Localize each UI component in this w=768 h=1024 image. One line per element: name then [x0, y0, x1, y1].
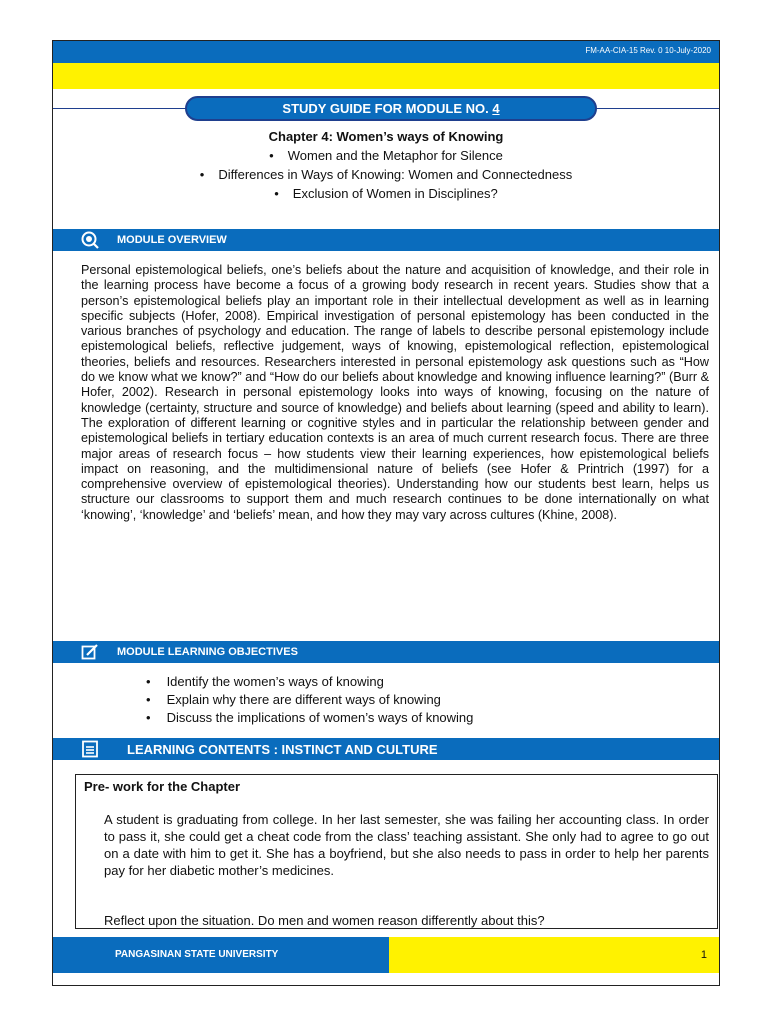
- footer-university-bar: [53, 937, 389, 973]
- section-label: MODULE LEARNING OBJECTIVES: [117, 646, 298, 658]
- prework-scenario: A student is graduating from college. In her last semester, she was failing her accounting class. In order to pass it, she could get a cheat code from the class’ teaching assistant. She only had to agree to go out on a date with him to get it. She has a boyfriend, but she also needs to pass in order to help her parents pay for her diabetic mother’s medicines.: [104, 812, 709, 878]
- magnifier-icon: [81, 231, 99, 249]
- chapter-title: Chapter 4: Women’s ways of Knowing: [268, 129, 504, 144]
- chapter-topic: • Differences in Ways of Knowing: Women and Connectedness: [53, 165, 719, 184]
- prework-title: Pre- work for the Chapter: [84, 779, 241, 794]
- chapter-topic: • Exclusion of Women in Disciplines?: [53, 184, 719, 203]
- section-learning-objectives: [53, 641, 719, 663]
- objectives-list: [146, 673, 473, 727]
- study-guide-title: [185, 96, 597, 121]
- header-stripe: [53, 63, 719, 89]
- section-learning-contents: [53, 738, 719, 760]
- header-bar: [53, 41, 719, 63]
- document-page: [52, 40, 720, 986]
- prework-reflection: Reflect upon the situation. Do men and women reason differently about this?: [104, 913, 545, 928]
- objective-item: • Explain why there are different ways of knowing: [146, 691, 473, 709]
- study-guide-prefix: STUDY GUIDE FOR MODULE NO.: [282, 101, 493, 116]
- section-label: MODULE OVERVIEW: [117, 234, 227, 246]
- section-module-overview: [53, 229, 719, 251]
- document-icon: [81, 740, 99, 758]
- edit-icon: [81, 643, 99, 661]
- university-name: PANGASINAN STATE UNIVERSITY: [115, 949, 279, 960]
- prework-box: [75, 774, 718, 929]
- objective-item: • Discuss the implications of women’s ways of knowing: [146, 709, 473, 727]
- page-number: 1: [700, 949, 707, 961]
- chapter-topic: • Women and the Metaphor for Silence: [53, 146, 719, 165]
- objective-item: • Identify the women’s ways of knowing: [146, 673, 473, 691]
- overview-paragraph: Personal epistemological beliefs, one’s beliefs about the nature and acquisition of knowledge, and their role in the learning process have become a focus of a growing body research in recent years. Studies show that a person’s epistemological beliefs play an important role in their intellectual development as well as in learning specific subjects (Hofer, 2008). Empirical investigation of personal epistemology has been conducted in the various branches of psychology and education. The range of labels to describe personal epistemology include epistemological beliefs, reflective judgement, ways of knowing, epistemological reflection, epistemological theories, beliefs and resources. Researchers interested in personal epistemology ask questions such as “How do we know what we know?” and “How do our beliefs about knowledge and knowing influence learning?” (Burr & Hofer, 2002). Research in personal epistemology looks into ways of knowing, focusing on the nature of knowledge (certainty, structure and source of knowledge) and beliefs about learning (speed and ability to learn). The exploration of different learning or cognitive styles and in particular the relationship between gender and epistemological beliefs in tertiary education contexts is an area of much current research focus. There are three major areas of research focus – how students view their learning experiences, how epistemological beliefs impact on reasoning, and the multidimensional nature of beliefs (see Hofer & Printrich (1997) for a comprehensive overview of epistemological theories). Understanding how our students best learn, helps us structure our classrooms to support them and much research continues to be done internationally on what ‘knowing’, ‘knowledge’ and ‘beliefs’ mean, and how they may vary across cultures (Khine, 2008).: [81, 263, 709, 522]
- chapter-block: [53, 129, 719, 203]
- footer-page-bar: [389, 937, 719, 973]
- form-code: FM-AA-CIA-15 Rev. 0 10-July-2020: [585, 46, 711, 55]
- module-number: 4: [492, 101, 500, 116]
- section-label: LEARNING CONTENTS : INSTINCT AND CULTURE: [127, 742, 438, 757]
